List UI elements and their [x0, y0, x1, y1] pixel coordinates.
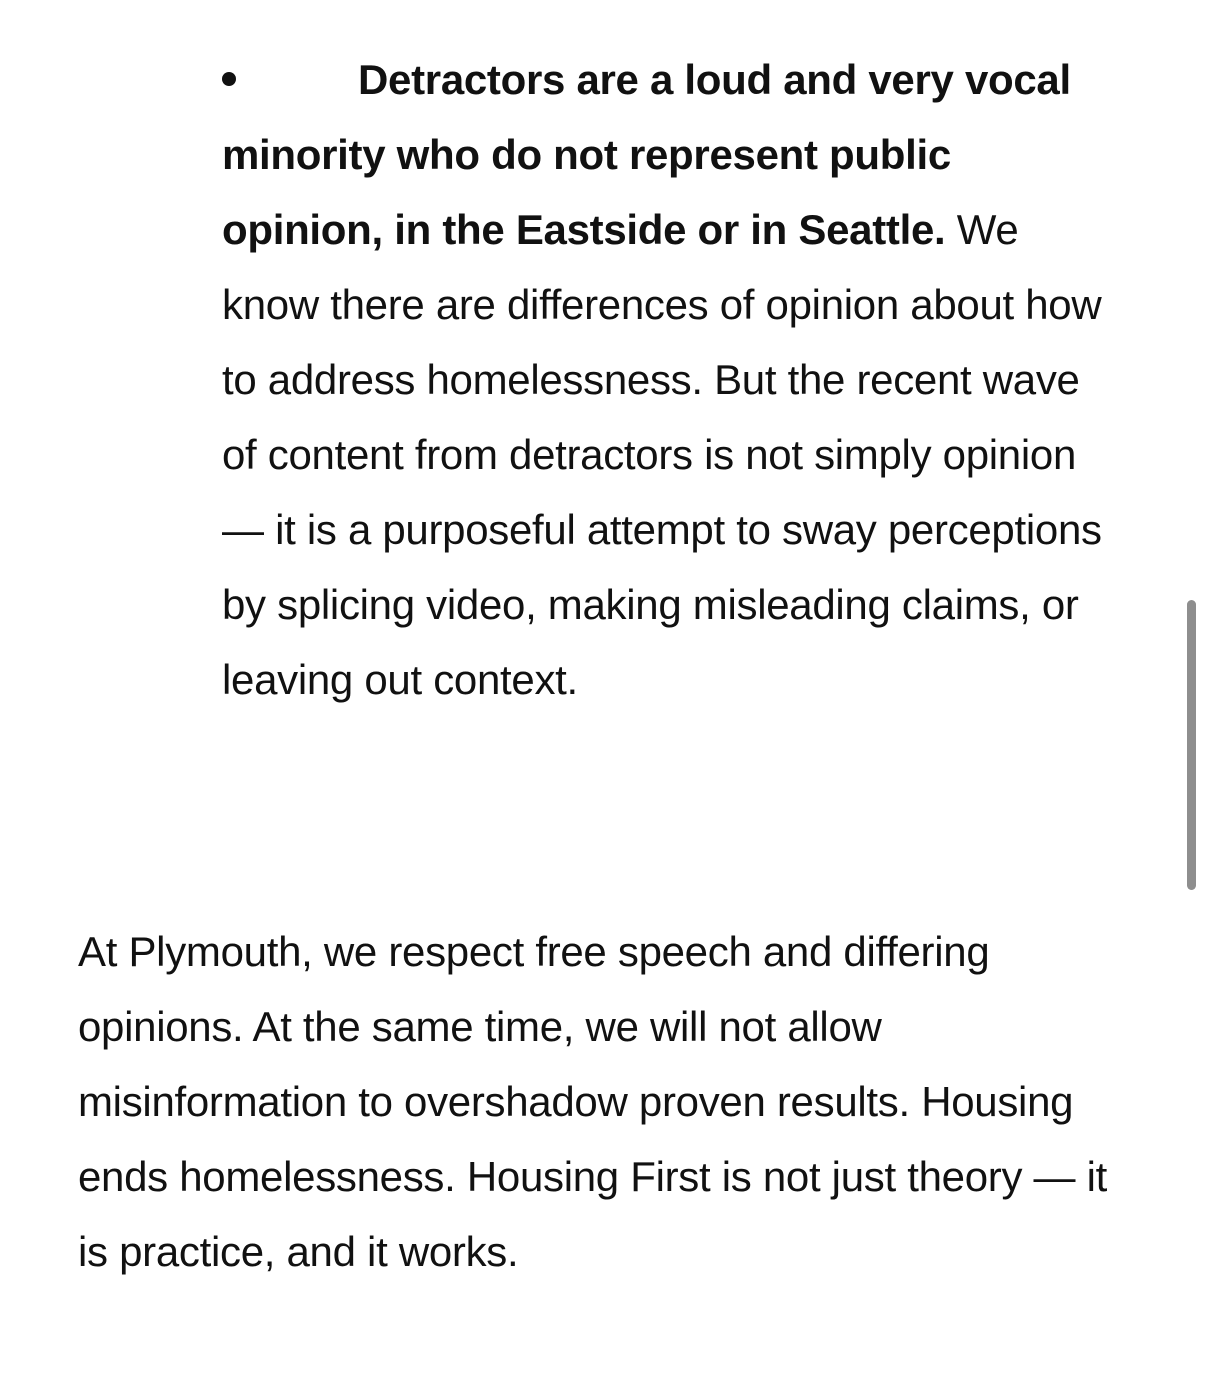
bullet-point-icon	[222, 72, 236, 86]
vertical-scrollbar[interactable]	[1187, 600, 1196, 890]
body-paragraph: At Plymouth, we respect free speech and differing opinions. At the same time, we will not allow misinformation to overshadow proven results. Housing ends homelessness. Housing First is not just theory — it is practice, and it works.	[78, 928, 1107, 1275]
bullet-list-item	[222, 42, 1122, 717]
bullet-body-text: We know there are differences of opinion about how to address homelessness. But the recent wave of content from detractors is not simply opinion — it is a purposeful attempt to sway perceptions by splicing video, making misleading claims, or leaving out context.	[222, 206, 1102, 703]
bullet-bold-text: Detractors are a loud and very vocal minority who do not represent public opinion, in the Eastside or in Seattle.	[222, 56, 1071, 253]
